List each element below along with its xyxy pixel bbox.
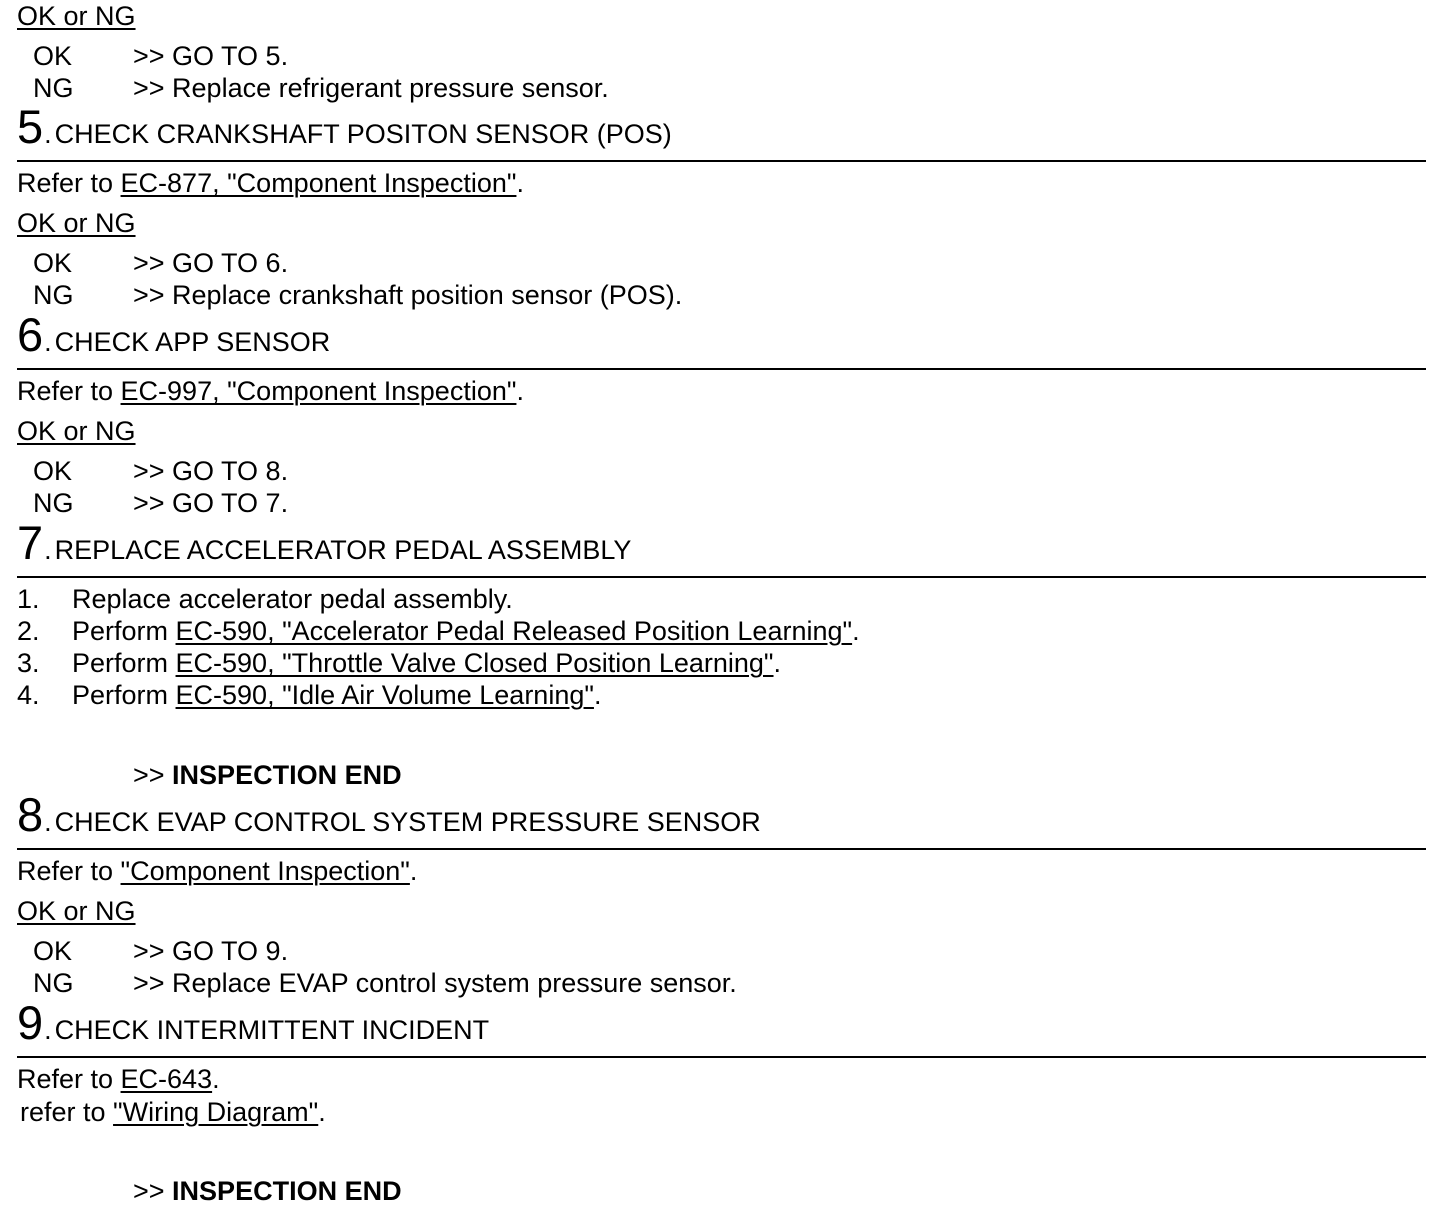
step-title: CHECK CRANKSHAFT POSITON SENSOR (POS) — [54, 119, 672, 149]
step-title: REPLACE ACCELERATOR PEDAL ASSEMBLY — [54, 535, 632, 565]
ng-label: NG — [33, 488, 74, 518]
refer-line: Refer to EC-997, "Component Inspection". — [17, 376, 524, 406]
step-number: 7 — [17, 516, 44, 569]
ng-label: NG — [33, 280, 74, 310]
ok-or-ng-heading: OK or NG — [17, 1, 136, 31]
idle-air-volume-learning-link[interactable]: EC-590, "Idle Air Volume Learning" — [175, 680, 594, 710]
step-number: 8 — [17, 788, 44, 841]
step-number: 6 — [17, 308, 44, 361]
component-inspection-link[interactable]: EC-997, "Component Inspection" — [120, 376, 517, 406]
ok-result: >> GO TO 6. — [133, 248, 289, 278]
step-8-heading: 8 . CHECK EVAP CONTROL SYSTEM PRESSURE SENSOR — [17, 788, 761, 841]
step-title: CHECK INTERMITTENT INCIDENT — [54, 1015, 490, 1045]
step-divider — [17, 1056, 1426, 1058]
list-item: Perform EC-590, "Idle Air Volume Learning". — [72, 680, 602, 710]
list-item-number: 4. — [17, 680, 40, 710]
refer-line: Refer to EC-877, "Component Inspection". — [17, 168, 524, 198]
step-divider — [17, 576, 1426, 578]
ok-result: >> GO TO 9. — [133, 936, 289, 966]
pedal-released-learning-link[interactable]: EC-590, "Accelerator Pedal Released Position Learning" — [175, 616, 853, 646]
ok-label: OK — [33, 41, 73, 71]
ok-or-ng-heading: OK or NG — [17, 208, 136, 238]
ok-label: OK — [33, 456, 73, 486]
ok-result: >> GO TO 5. — [133, 41, 289, 71]
ng-result: >> Replace refrigerant pressure sensor. — [133, 73, 609, 103]
ng-label: NG — [33, 73, 74, 103]
list-item: Perform EC-590, "Accelerator Pedal Released Position Learning". — [72, 616, 860, 646]
list-item-number: 1. — [17, 584, 40, 614]
step-divider — [17, 368, 1426, 370]
step-9-heading: 9 . CHECK INTERMITTENT INCIDENT — [17, 996, 490, 1049]
refer-line: Refer to EC-643. — [17, 1064, 220, 1094]
ec-643-link[interactable]: EC-643 — [120, 1064, 213, 1094]
component-inspection-link[interactable]: EC-877, "Component Inspection" — [120, 168, 517, 198]
step-7-heading: 7 . REPLACE ACCELERATOR PEDAL ASSEMBLY — [17, 516, 632, 569]
step-5-heading: 5 . CHECK CRANKSHAFT POSITON SENSOR (POS) — [17, 100, 672, 153]
step-title: CHECK APP SENSOR — [54, 327, 331, 357]
refer-line: refer to "Wiring Diagram". — [20, 1097, 326, 1127]
step-title: CHECK EVAP CONTROL SYSTEM PRESSURE SENSOR — [54, 807, 761, 837]
throttle-valve-learning-link[interactable]: EC-590, "Throttle Valve Closed Position Learning" — [175, 648, 774, 678]
ok-result: >> GO TO 8. — [133, 456, 289, 486]
ng-label: NG — [33, 968, 74, 998]
ok-or-ng-heading: OK or NG — [17, 896, 136, 926]
ng-result: >> Replace EVAP control system pressure sensor. — [133, 968, 737, 998]
list-item: Replace accelerator pedal assembly. — [72, 584, 513, 614]
list-item: Perform EC-590, "Throttle Valve Closed Position Learning". — [72, 648, 782, 678]
list-item-number: 3. — [17, 648, 40, 678]
step-6-heading: 6 . CHECK APP SENSOR — [17, 308, 331, 361]
ng-result: >> GO TO 7. — [133, 488, 289, 518]
list-item-number: 2. — [17, 616, 40, 646]
inspection-end: >> INSPECTION END — [133, 1176, 402, 1206]
step-divider — [17, 848, 1426, 850]
ok-label: OK — [33, 248, 73, 278]
step-divider — [17, 160, 1426, 162]
component-inspection-link[interactable]: "Component Inspection" — [120, 856, 410, 886]
step-number: 9 — [17, 996, 44, 1049]
step-number: 5 — [17, 100, 44, 153]
refer-line: Refer to "Component Inspection". — [17, 856, 418, 886]
wiring-diagram-link[interactable]: "Wiring Diagram" — [113, 1097, 319, 1127]
inspection-end: >> INSPECTION END — [133, 760, 402, 790]
ng-result: >> Replace crankshaft position sensor (POS). — [133, 280, 683, 310]
ok-label: OK — [33, 936, 73, 966]
ok-or-ng-heading: OK or NG — [17, 416, 136, 446]
